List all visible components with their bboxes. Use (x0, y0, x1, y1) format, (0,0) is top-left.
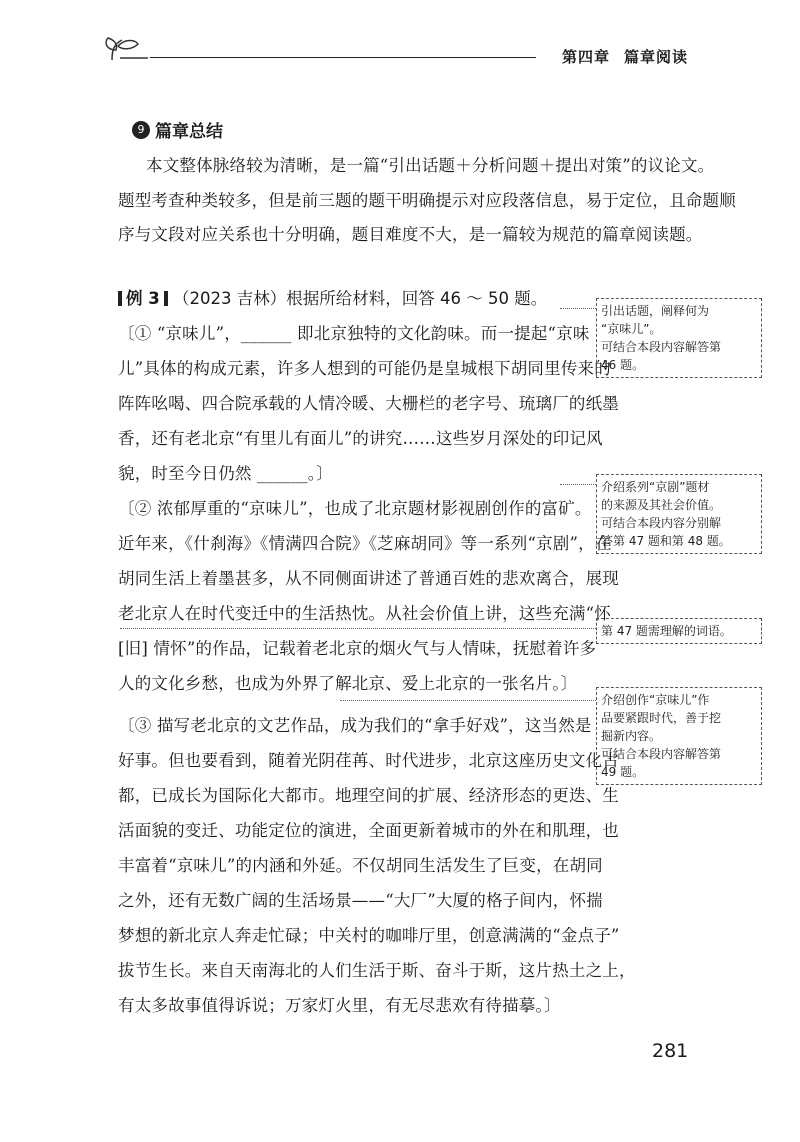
example-bar-left (118, 291, 122, 306)
passage-line: 胡同生活上着墨甚多，从不同侧面讲述了普通百姓的悲欢离合，展现 (118, 569, 619, 588)
margin-note-1 (596, 298, 762, 378)
summary-line: 序与文段对应关系也十分明确，题目难度不大，是一篇较为规范的篇章阅读题。 (118, 225, 703, 244)
note-line: 介绍创作“京味儿”作 (601, 693, 710, 707)
note-line: “京味儿”。 (601, 322, 662, 336)
passage-line: 香，还有老北京“有里儿有面儿”的讲究……这些岁月深处的印记风 (118, 429, 603, 448)
passage-line: 儿”具体的构成元素，许多人想到的可能仍是皇城根下胡同里传来的 (118, 359, 611, 378)
note-connector (560, 308, 596, 309)
summary-line: 本文整体脉络较为清晰，是一篇“引出话题＋分析问题＋提出对策”的议论文。 (146, 156, 715, 175)
note-line: 可结合本段内容分别解 (601, 516, 722, 530)
note-connector (120, 628, 596, 629)
note-line: 掘新内容。 (601, 729, 662, 743)
leaf-icon (104, 36, 148, 62)
note-line: 可结合本段内容解答第 (601, 747, 722, 761)
margin-note-4 (596, 687, 762, 785)
note-connector (560, 484, 596, 485)
example-source: （2023 吉林）根据所给材料，回答 46 ～ 50 题。 (172, 289, 548, 308)
header-rule (150, 57, 536, 58)
chapter-label: 第四章 (562, 48, 611, 66)
passage-line: 阵阵吆喝、四合院承载的人情冷暖、大栅栏的老字号、琉璃厂的纸墨 (118, 394, 619, 413)
passage-line: 都，已成长为国际化大都市。地理空间的扩展、经济形态的更迭、生 (118, 786, 619, 805)
passage-line: 拔节生长。来自天南海北的人们生活于斯、奋斗于斯，这片热土之上， (118, 961, 636, 980)
note-line: 品要紧跟时代，善于挖 (601, 711, 722, 725)
passage-line: 活面貌的变迁、功能定位的演进，全面更新着城市的外在和肌理，也 (118, 821, 619, 840)
summary-title: 篇章总结 (155, 122, 223, 142)
passage-line: 〔② 浓郁厚重的“京味儿”，也成了北京题材影视剧创作的富矿。 (118, 499, 592, 518)
margin-note-3 (596, 618, 762, 644)
example-bar-right (164, 291, 168, 306)
note-line: 介绍系列“京剧”题材 (601, 480, 710, 494)
passage-line: 有太多故事值得诉说；万家灯火里，有无尽悲欢有待描摹。〕 (118, 996, 561, 1015)
summary-badge-icon: 9 (132, 121, 150, 139)
note-line: 答第 47 题和第 48 题。 (601, 534, 731, 548)
note-line: 的来源及其社会价值。 (601, 498, 722, 512)
section-label: 篇章阅读 (624, 48, 689, 66)
passage-line: 〔③ 描写老北京的文艺作品，成为我们的“拿手好戏”，这当然是 (118, 716, 592, 735)
note-connector (340, 700, 596, 701)
note-line: 引出话题，阐释何为 (601, 304, 710, 318)
margin-note-2 (596, 474, 762, 554)
passage-line: 貌，时至今日仍然 ______。〕 (118, 464, 333, 483)
note-line: 第 47 题需理解的词语。 (601, 624, 732, 638)
passage-line: 〔① “京味儿”，______ 即北京独特的文化韵味。而一提起“京味 (118, 324, 590, 343)
passage-line: 老北京人在时代变迁中的生活热忱。从社会价值上讲，这些充满“怀 (118, 604, 611, 623)
passage-line: 梦想的新北京人奔走忙碌；中关村的咖啡厅里，创意满满的“金点子” (118, 926, 620, 945)
passage-line: 之外，还有无数广阔的生活场景——“大厂”大厦的格子间内，怀揣 (118, 891, 603, 910)
note-line: 49 题。 (601, 765, 645, 779)
passage-line: 丰富着“京味儿”的内涵和外延。不仅胡同生活发生了巨变，在胡同 (118, 856, 603, 875)
running-head (562, 46, 688, 67)
summary-line: 题型考查种类较多，但是前三题的题干明确提示对应段落信息，易于定位，且命题顺 (118, 191, 736, 210)
page-number: 281 (652, 1040, 689, 1062)
example-label: 例 3 (126, 289, 160, 308)
passage-line: 好事。但也要看到，随着光阴荏苒、时代进步，北京这座历史文化古 (118, 751, 619, 770)
passage-line: [旧] 情怀”的作品，记载着老北京的烟火气与人情味，抚慰着许多 (118, 639, 597, 658)
example-heading (118, 285, 547, 309)
note-line: 可结合本段内容解答第 (601, 340, 722, 354)
note-line: 46 题。 (601, 358, 645, 372)
passage-line: 人的文化乡愁，也成为外界了解北京、爱上北京的一张名片。〕 (118, 674, 578, 693)
passage-line: 近年来，《什刹海》《情满四合院》《芝麻胡同》等一系列“京剧”，在 (118, 534, 612, 553)
